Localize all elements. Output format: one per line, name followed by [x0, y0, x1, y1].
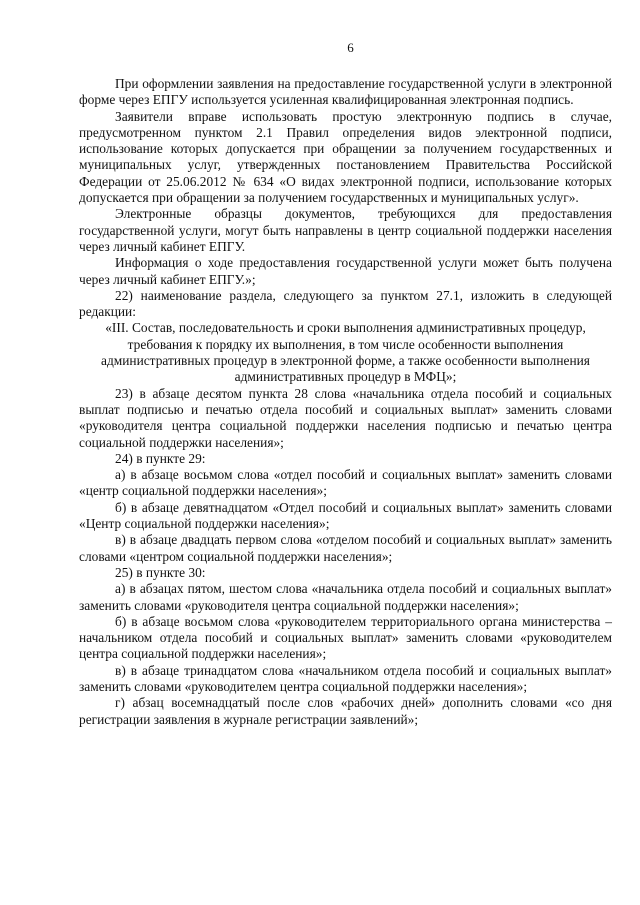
amendment-item-23: 23) в абзаце десятом пункта 28 слова «начальника отдела пособий и социальных выплат подписью и печатью отдела пособий и социальных выплат» заменить словами «руководителя центра социальной поддержки населения подписью и печатью центра социальной поддержки населения»;: [79, 385, 612, 450]
amendment-item-25-v: в) в абзаце тринадцатом слова «начальником отдела пособий и социальных выплат» заменить словами «руководителем центра социальной поддержки населения»;: [79, 662, 612, 694]
paragraph-service-progress: Информация о ходе предоставления государственной услуги может быть получена через личный кабинет ЕПГУ.»;: [79, 255, 612, 287]
amendment-item-24: 24) в пункте 29:: [115, 450, 206, 466]
section-heading-iii: «III. Состав, последовательность и сроки выполнения административных процедур, требования к порядку их выполнения, в том числе особенности выполнения административных процедур в электронной форме, а также особенности выполнения административных процедур в МФЦ»;: [101, 320, 590, 385]
amendment-item-24-b: б) в абзаце девятнадцатом «Отдел пособий и социальных выплат» заменить словами «Центр социальной поддержки населения»;: [79, 499, 612, 532]
paragraph-simple-signature: Заявители вправе использовать простую электронную подпись в случае, предусмотренном пунктом 2.1 Правил определения видов электронной подписи, использование которых допускается при обращении за получением государственных и муниципальных услуг, утвержденных постановлением Правительства Российской Федерации от 25.06.2012 № 634 «О видах электронной подписи, использование которых допускается при обращении за получением государственных и муниципальных услуг».: [79, 108, 612, 206]
amendment-item-25: 25) в пункте 30:: [115, 564, 206, 580]
amendment-item-24-a: а) в абзаце восьмом слова «отдел пособий и социальных выплат» заменить словами «центр социальной поддержки населения»;: [79, 467, 612, 499]
amendment-item-25-b: б) в абзаце восьмом слова «руководителем территориального органа министерства – начальником отдела пособий и социальных выплат» заменить словами «руководителем центра социальной поддержки населения»;: [79, 613, 612, 662]
paragraph-electronic-documents: Электронные образцы документов, требующихся для предоставления государственной услуги, могут быть направлены в центр социальной поддержки населения через личный кабинет ЕПГУ.: [79, 206, 612, 254]
paragraph-electronic-signature: При оформлении заявления на предоставление государственной услуги в электронной форме через ЕПГУ используется усиленная квалифицированная электронная подпись.: [79, 76, 612, 108]
amendment-item-25-a: а) в абзацах пятом, шестом слова «начальника отдела пособий и социальных выплат» заменить словами «руководителя центра социальной поддержки населения»;: [79, 581, 612, 613]
amendment-item-22: 22) наименование раздела, следующего за пунктом 27.1, изложить в следующей редакции:: [79, 287, 612, 320]
amendment-item-24-v: в) в абзаце двадцать первом слова «отделом пособий и социальных выплат» заменить словами «центром социальной поддержки населения»;: [79, 532, 612, 564]
document-body: [79, 76, 612, 728]
amendment-item-25-g: г) абзац восемнадцатый после слов «рабочих дней» дополнить словами «со дня регистрации заявления в журнале регистрации заявлений»;: [79, 695, 612, 727]
page-number: 6: [347, 40, 354, 55]
